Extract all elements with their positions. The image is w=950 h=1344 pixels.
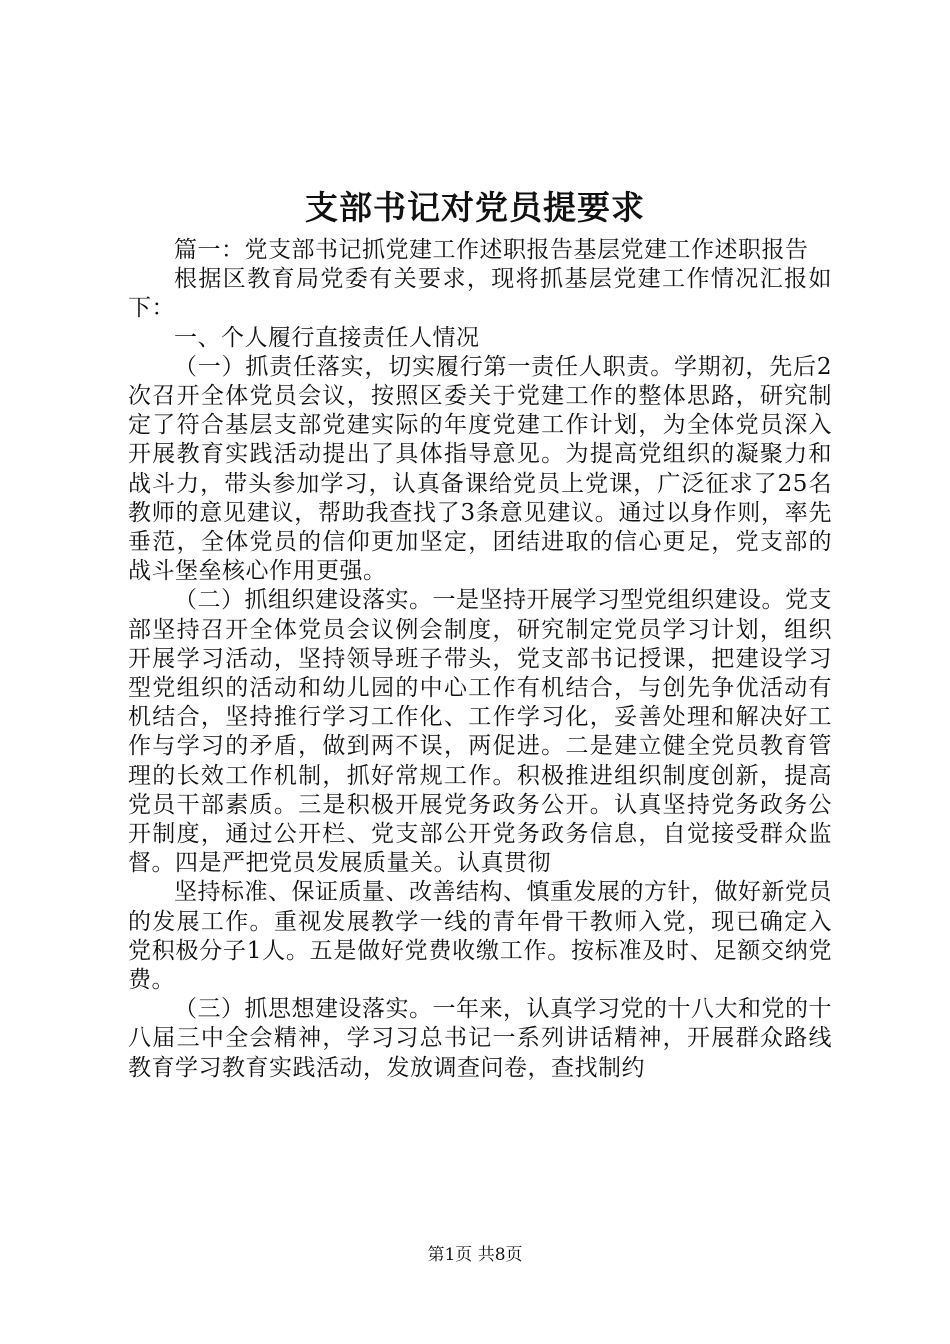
document-title: 支部书记对党员提要求: [305, 188, 645, 227]
section-heading: 一、个人履行直接责任人情况: [174, 324, 480, 351]
page-number-footer: 第1页 共8页: [427, 1245, 523, 1265]
paragraph-organization: （二）抓组织建设落实。一是坚持开展学习型党组织建设。党支部坚持召开全体党员会议例会制度，研究制定党员学习计划，组织开展学习活动，坚持领导班子带头，党支部书记授课，把建设学习型党组织的活动和幼儿园的中心工作有机结合，与创先争优活动有机结合，坚持推行学习工作化、工作学习化，妥善处理和解决好工作与学习的矛盾，做到两不误，两促进。二是建立健全党员教育管理的长效工作机制，抓好常规工作。积极推进组织制度创新，提高党员干部素质。三是积极开展党务政务公开。认真坚持党务政务公开制度，通过公开栏、党支部公开党务政务信息，自觉接受群众监督。四是严把党员发展质量关。认真贯彻: [128, 587, 832, 877]
paragraph-ideology: （三）抓思想建设落实。一年来，认真学习党的十八大和党的十八届三中全会精神，学习习总书记一系列讲话精神，开展群众路线教育学习教育实践活动，发放调查问卷，查找制约: [128, 996, 832, 1081]
paragraph-heading: 篇一：党支部书记抓党建工作述职报告基层党建工作述职报告: [174, 237, 809, 263]
paragraph-development: 坚持标准、保证质量、改善结构、慎重发展的方针，做好新党员的发展工作。重视发展教学一线的青年骨干教师入党，现已确定入党积极分子1人。五是做好党费收缴工作。按标准及时、足额交纳党费。: [128, 879, 832, 994]
paragraph-responsibility: （一）抓责任落实，切实履行第一责任人职责。学期初，先后2次召开全体党员会议，按照区委关于党建工作的整体思路，研究制定了符合基层支部党建实际的年度党建工作计划，为全体党员深入开展教育实践活动提出了具体指导意见。为提高党组织的凝聚力和战斗力，带头参加学习，认真备课给党员上党课，广泛征求了25名教师的意见建议，帮助我查找了3条意见建议。通过以身作则，率先垂范，全体党员的信仰更加坚定，团结进取的信心更足，党支部的战斗堡垒核心作用更强。: [128, 353, 832, 585]
paragraph-intro: 根据区教育局党委有关要求，现将抓基层党建工作情况汇报如下：: [128, 266, 832, 322]
document-body: [128, 236, 832, 1083]
